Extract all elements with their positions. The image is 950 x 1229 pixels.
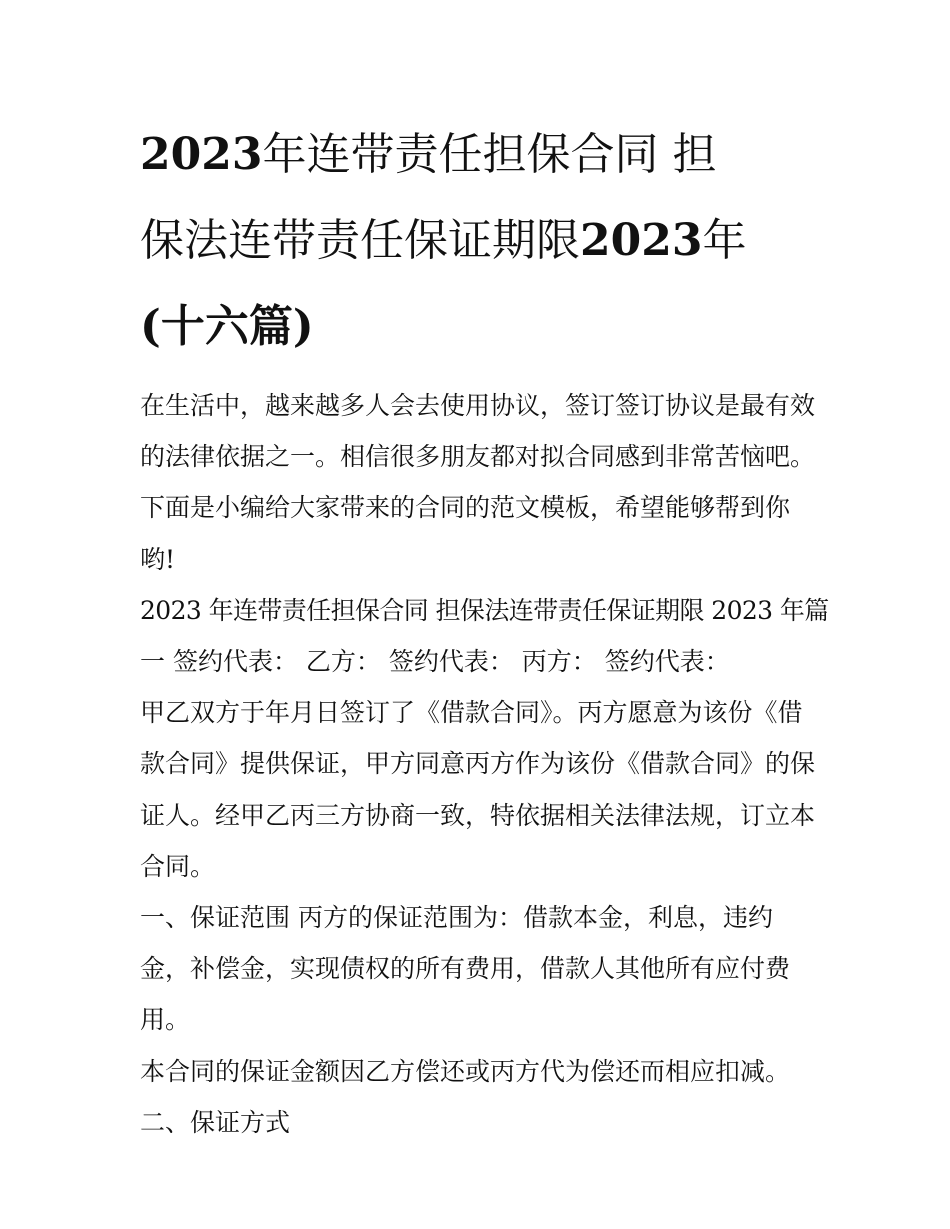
body-line: 的法律依据之一。相信很多朋友都对拟合同感到非常苦恼吧。 bbox=[140, 442, 816, 472]
body-line: 款合同》提供保证，甲方同意丙方作为该份《借款合同》的保 bbox=[140, 749, 816, 779]
body-line: 证人。经甲乙丙三方协商一致，特依据相关法律法规，订立本 bbox=[140, 800, 816, 830]
body-line: 合同。 bbox=[140, 851, 216, 881]
body-line: 2023 年连带责任担保合同 担保法连带责任保证期限 2023 年篇 bbox=[140, 595, 829, 625]
body-line: 二、保证方式 bbox=[140, 1107, 291, 1137]
title-line-1: 2023年连带责任担保合同 担 bbox=[140, 129, 717, 180]
title-line-3: (十六篇) bbox=[140, 301, 314, 352]
document-title bbox=[140, 112, 820, 370]
title-line-2: 保法连带责任保证期限2023年 bbox=[140, 215, 747, 266]
document-body bbox=[140, 380, 829, 1148]
body-line: 哟! bbox=[140, 544, 176, 574]
body-line: 甲乙双方于年月日签订了《借款合同》。丙方愿意为该份《借 bbox=[140, 698, 803, 728]
body-line: 一 签约代表： 乙方： 签约代表： 丙方： 签约代表： bbox=[140, 647, 730, 677]
body-line: 金，补偿金，实现债权的所有费用，借款人其他所有应付费 bbox=[140, 954, 791, 984]
body-line: 下面是小编给大家带来的合同的范文模板，希望能够帮到你 bbox=[140, 493, 791, 523]
body-line: 一、保证范围 丙方的保证范围为：借款本金，利息，违约 bbox=[140, 903, 773, 933]
body-line: 本合同的保证金额因乙方偿还或丙方代为偿还而相应扣减。 bbox=[140, 1056, 791, 1086]
body-line: 在生活中，越来越多人会去使用协议，签订签订协议是最有效 bbox=[140, 391, 816, 420]
body-line: 用。 bbox=[140, 1005, 191, 1035]
document-page bbox=[140, 112, 829, 1148]
